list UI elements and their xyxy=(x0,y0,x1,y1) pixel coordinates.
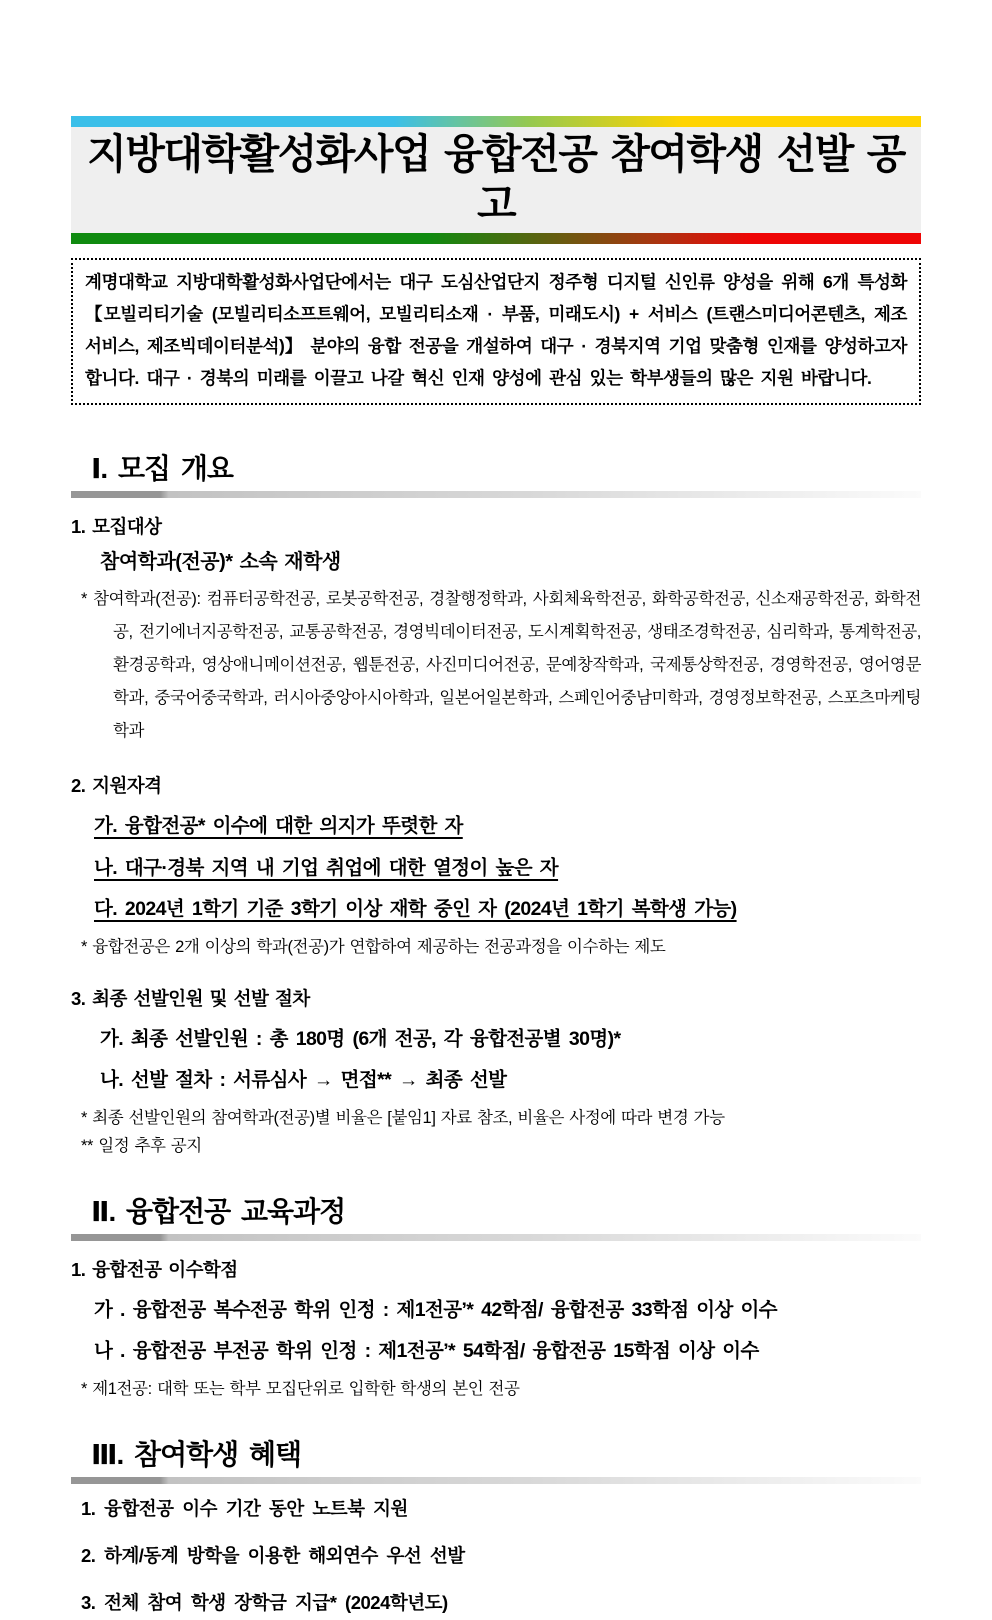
schedule-note: ** 일정 추후 공지 xyxy=(81,1137,202,1156)
section2-header xyxy=(71,1194,921,1241)
section-recruitment-overview xyxy=(71,451,921,1159)
section1-title: Ⅰ. 모집 개요 xyxy=(91,453,233,485)
page-title: 지방대학활성화사업 융합전공 참여학생 선발 공고 xyxy=(71,127,921,233)
section-curriculum xyxy=(71,1194,921,1403)
section3-header xyxy=(71,1437,921,1484)
benefit-scholarship: 3. 전체 참여 학생 장학금 지급* (2024학년도) xyxy=(81,1592,448,1614)
selection-title: 3. 최종 선발인원 및 선발 절차 xyxy=(71,987,310,1009)
selection-ratio-note: * 최종 선발인원의 참여학과(전공)별 비율은 [붙임1] 자료 참조, 비율은 사정에 따라 변경 가능 xyxy=(81,1109,725,1128)
document-page xyxy=(71,0,921,1620)
eligibility-title: 2. 지원자격 xyxy=(71,775,162,797)
benefit-laptop: 1. 융합전공 이수 기간 동안 노트북 지원 xyxy=(81,1497,408,1519)
credits-title: 1. 융합전공 이수학점 xyxy=(71,1258,238,1280)
selection-headcount: 가. 최종 선발인원 : 총 180명 (6개 전공, 각 융합전공별 30명)* xyxy=(100,1027,621,1050)
participating-departments-note: * 참여학과(전공): 컴퓨터공학전공, 로봇공학전공, 경찰행정학과, 사회체육학전공, 화학공학전공, 신소재공학전공, 화학전공, 전기에너지공학전공, 교통공학전공, 경영빅데이터전공, 도시계획학전공, 생태조경학전공, 심리학과, 통계학전공, 환경공학과, 영상애니메이션전공, 웹툰전공, 사진미디어전공, 문예창작학과, 국제통상학전공, 경영학전공, 영어영문학과, 중국어중국학과, 러시아중앙아시아학과, 일본어일본학과, 스페인어중남미학과, 경영정보학전공, 스포츠마케팅학과 xyxy=(81,590,921,741)
eligibility-item-c: 다. 2024년 1학기 기준 3학기 이상 재학 중인 자 (2024년 1학기 복학생 가능) xyxy=(94,897,737,920)
banner-bottom-gradient-bar xyxy=(71,233,921,244)
title-banner xyxy=(71,116,921,244)
section1-underline xyxy=(71,491,921,498)
section3-title: Ⅲ. 참여학생 혜택 xyxy=(91,1438,302,1470)
section2-underline xyxy=(71,1234,921,1241)
intro-box xyxy=(71,258,921,405)
recruit-target-title: 1. 모집대상 xyxy=(71,516,162,538)
section3-underline xyxy=(71,1477,921,1484)
convergence-major-note: * 융합전공은 2개 이상의 학과(전공)가 연합하여 제공하는 전공과정을 이수하는 제도 xyxy=(81,938,666,957)
recruit-target-subtitle: 참여학과(전공)* 소속 재학생 xyxy=(100,551,341,574)
section-benefits xyxy=(71,1437,921,1620)
eligibility-item-b: 나. 대구·경북 지역 내 기업 취업에 대한 열정이 높은 자 xyxy=(94,856,559,879)
minor-credits: 나 . 융합전공 부전공 학위 인정 : 제1전공’* 54학점/ 융합전공 15학점 이상 이수 xyxy=(94,1340,759,1363)
selection-process: 나. 선발 절차 : 서류심사 → 면접** → 최종 선발 xyxy=(100,1068,507,1091)
first-major-note: * 제1전공: 대학 또는 학부 모집단위로 입학한 학생의 본인 전공 xyxy=(81,1380,520,1399)
section1-header xyxy=(71,451,921,498)
section2-title: Ⅱ. 융합전공 교육과정 xyxy=(91,1195,346,1227)
eligibility-item-a: 가. 융합전공* 이수에 대한 의지가 뚜렷한 자 xyxy=(94,815,463,838)
double-major-credits: 가 . 융합전공 복수전공 학위 인정 : 제1전공’* 42학점/ 융합전공 33학점 이상 이수 xyxy=(94,1298,778,1321)
benefit-overseas-training: 2. 하계/동계 방학을 이용한 해외연수 우선 선발 xyxy=(81,1545,465,1567)
intro-paragraph: 계명대학교 지방대학활성화사업단에서는 대구 도심산업단지 정주형 디지털 신인류 양성을 위해 6개 특성화 【모빌리티기술 (모빌리티소프트웨어, 모빌리티소재 · 부품, 미래도시) + 서비스 (트랜스미디어콘텐츠, 제조서비스, 제조빅데이터분석)】 분야의 융합 전공을 개설하여 대구 · 경북지역 기업 맞춤형 인재를 양성하고자 합니다. 대구 · 경북의 미래를 이끌고 나갈 혁신 인재 양성에 관심 있는 학부생들의 많은 지원 바랍니다. xyxy=(85,272,907,388)
banner-top-gradient-bar xyxy=(71,116,921,127)
